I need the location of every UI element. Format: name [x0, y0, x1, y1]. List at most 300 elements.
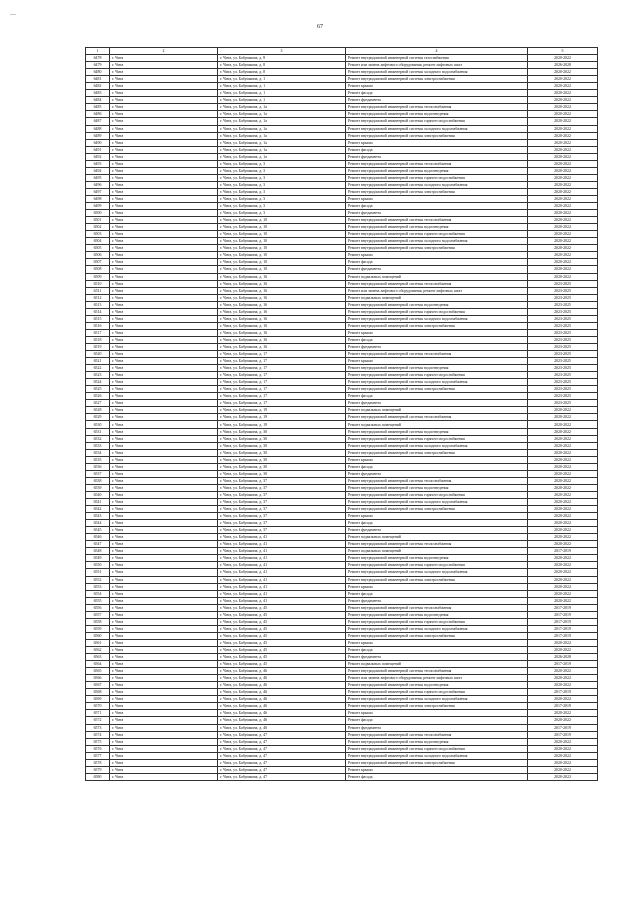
row-number-cell: 6535: [86, 456, 110, 463]
table-row: [86, 111, 598, 118]
municipality-cell: г. Чита: [110, 322, 218, 329]
work-type-cell: Ремонт фундамента: [346, 470, 528, 477]
work-type-cell: Ремонт фундамента: [346, 597, 528, 604]
period-cell: 2020-2022: [528, 569, 598, 576]
period-cell: 2020-2022: [528, 231, 598, 238]
row-number-cell: 6490: [86, 139, 110, 146]
work-type-cell: Ремонт внутридомовой инженерной системы горячего водоснабжения: [346, 435, 528, 442]
period-cell: 2020-2022: [528, 442, 598, 449]
row-number-cell: 6576: [86, 745, 110, 752]
address-cell: г. Чита, ул. Бабушкина, д. 45: [218, 625, 346, 632]
address-cell: г. Чита, ул. Бабушкина, д. 8: [218, 62, 346, 69]
table-row: [86, 738, 598, 745]
table-row: [86, 231, 598, 238]
address-cell: г. Чита, ул. Бабушкина, д. 16: [218, 336, 346, 343]
address-cell: г. Чита, ул. Бабушкина, д. 30: [218, 449, 346, 456]
table-row: [86, 160, 598, 167]
address-cell: г. Чита, ул. Бабушкина, д. 30: [218, 442, 346, 449]
period-cell: 2020-2022: [528, 675, 598, 682]
row-number-cell: 6531: [86, 428, 110, 435]
row-number-cell: 6527: [86, 400, 110, 407]
address-cell: г. Чита, ул. Бабушкина, д. 41: [218, 548, 346, 555]
table-row: [86, 703, 598, 710]
address-cell: г. Чита, ул. Бабушкина, д. 3: [218, 203, 346, 210]
work-type-cell: Ремонт фасада: [346, 393, 528, 400]
row-number-cell: 6524: [86, 379, 110, 386]
row-number-cell: 6528: [86, 407, 110, 414]
address-cell: г. Чита, ул. Бабушкина, д. 16: [218, 315, 346, 322]
address-cell: г. Чита, ул. Бабушкина, д. 41: [218, 562, 346, 569]
row-number-cell: 6517: [86, 329, 110, 336]
period-cell: 2020-2022: [528, 668, 598, 675]
municipality-cell: г. Чита: [110, 400, 218, 407]
municipality-cell: г. Чита: [110, 583, 218, 590]
address-cell: г. Чита, ул. Бабушкина, д. 1а: [218, 132, 346, 139]
address-cell: г. Чита, ул. Бабушкина, д. 17: [218, 372, 346, 379]
municipality-cell: г. Чита: [110, 146, 218, 153]
work-type-cell: Ремонт внутридомовой инженерной системы водоотведения: [346, 224, 528, 231]
work-type-cell: Ремонт фундамента: [346, 266, 528, 273]
municipality-cell: г. Чита: [110, 470, 218, 477]
table-row: [86, 308, 598, 315]
address-cell: г. Чита, ул. Бабушкина, д. 45: [218, 604, 346, 611]
period-cell: 2020-2022: [528, 639, 598, 646]
row-number-cell: 6537: [86, 470, 110, 477]
municipality-cell: г. Чита: [110, 597, 218, 604]
row-number-cell: 6545: [86, 527, 110, 534]
period-cell: 2017-2019: [528, 611, 598, 618]
table-row: [86, 766, 598, 773]
address-cell: г. Чита, ул. Бабушкина, д. 45: [218, 618, 346, 625]
period-cell: 2020-2022: [528, 541, 598, 548]
work-type-cell: Ремонт фасада: [346, 336, 528, 343]
table-row: [86, 597, 598, 604]
row-number-cell: 6479: [86, 62, 110, 69]
work-type-cell: Ремонт подвальных помещений: [346, 294, 528, 301]
period-cell: 2020-2022: [528, 259, 598, 266]
row-number-cell: 6565: [86, 668, 110, 675]
table-row: [86, 717, 598, 724]
row-number-cell: 6501: [86, 217, 110, 224]
table-row: [86, 477, 598, 484]
row-number-cell: 6483: [86, 90, 110, 97]
work-type-cell: Ремонт внутридомовой инженерной системы электроснабжения: [346, 632, 528, 639]
period-cell: 2020-2022: [528, 520, 598, 527]
work-type-cell: Ремонт фундамента: [346, 724, 528, 731]
municipality-cell: г. Чита: [110, 646, 218, 653]
work-type-cell: Ремонт фасада: [346, 646, 528, 653]
work-type-cell: Ремонт внутридомовой инженерной системы теплоснабжения: [346, 217, 528, 224]
table-row: [86, 266, 598, 273]
municipality-cell: г. Чита: [110, 231, 218, 238]
row-number-cell: 6503: [86, 231, 110, 238]
period-cell: 2017-2019: [528, 548, 598, 555]
address-cell: г. Чита, ул. Бабушкина, д. 1: [218, 97, 346, 104]
table-row: [86, 696, 598, 703]
period-cell: 2020-2022: [528, 766, 598, 773]
address-cell: г. Чита, ул. Бабушкина, д. 10: [218, 245, 346, 252]
work-type-cell: Ремонт внутридомовой инженерной системы электроснабжения: [346, 132, 528, 139]
address-cell: г. Чита, ул. Бабушкина, д. 3: [218, 167, 346, 174]
municipality-cell: г. Чита: [110, 555, 218, 562]
table-row: [86, 69, 598, 76]
table-row: [86, 280, 598, 287]
period-cell: 2020-2022: [528, 97, 598, 104]
period-cell: 2017-2019: [528, 661, 598, 668]
row-number-cell: 6513: [86, 301, 110, 308]
period-cell: 2020-2022: [528, 210, 598, 217]
table-row: [86, 322, 598, 329]
work-type-cell: Ремонт внутридомовой инженерной системы теплоснабжения: [346, 280, 528, 287]
period-cell: 2020-2022: [528, 506, 598, 513]
table-row: [86, 632, 598, 639]
address-cell: г. Чита, ул. Бабушкина, д. 16: [218, 308, 346, 315]
address-cell: г. Чита, ул. Бабушкина, д. 37: [218, 484, 346, 491]
period-cell: 2020-2022: [528, 710, 598, 717]
municipality-cell: г. Чита: [110, 188, 218, 195]
work-type-cell: Ремонт внутридомовой инженерной системы горячего водоснабжения: [346, 745, 528, 752]
row-number-cell: 6523: [86, 372, 110, 379]
row-number-cell: 6580: [86, 773, 110, 780]
municipality-cell: г. Чита: [110, 266, 218, 273]
municipality-cell: г. Чита: [110, 111, 218, 118]
municipality-cell: г. Чита: [110, 386, 218, 393]
address-cell: г. Чита, ул. Бабушкина, д. 41: [218, 534, 346, 541]
municipality-cell: г. Чита: [110, 407, 218, 414]
municipality-cell: г. Чита: [110, 167, 218, 174]
address-cell: г. Чита, ул. Бабушкина, д. 1а: [218, 146, 346, 153]
period-cell: 2023-2025: [528, 336, 598, 343]
work-type-cell: Ремонт внутридомовой инженерной системы холодного водоснабжения: [346, 181, 528, 188]
address-cell: г. Чита, ул. Бабушкина, д. 3: [218, 160, 346, 167]
period-cell: 2023-2025: [528, 358, 598, 365]
period-cell: 2020-2022: [528, 576, 598, 583]
row-number-cell: 6486: [86, 111, 110, 118]
row-number-cell: 6511: [86, 287, 110, 294]
work-type-cell: Ремонт внутридомовой инженерной системы водоотведения: [346, 111, 528, 118]
period-cell: 2023-2025: [528, 280, 598, 287]
row-number-cell: 6547: [86, 541, 110, 548]
municipality-cell: г. Чита: [110, 287, 218, 294]
work-type-cell: Ремонт внутридомовой инженерной системы электроснабжения: [346, 703, 528, 710]
address-cell: г. Чита, ул. Бабушкина, д. 17: [218, 386, 346, 393]
row-number-cell: 6526: [86, 393, 110, 400]
work-type-cell: Ремонт внутридомовой инженерной системы газоснабжения: [346, 55, 528, 62]
period-cell: 2017-2019: [528, 703, 598, 710]
table-row: [86, 153, 598, 160]
table-row: [86, 195, 598, 202]
address-cell: г. Чита, ул. Бабушкина, д. 1: [218, 76, 346, 83]
address-cell: г. Чита, ул. Бабушкина, д. 16: [218, 301, 346, 308]
period-cell: 2020-2022: [528, 174, 598, 181]
table-row: [86, 358, 598, 365]
period-cell: 2020-2022: [528, 555, 598, 562]
row-number-cell: 6546: [86, 534, 110, 541]
row-number-cell: 6515: [86, 315, 110, 322]
work-type-cell: Ремонт внутридомовой инженерной системы горячего водоснабжения: [346, 308, 528, 315]
municipality-cell: г. Чита: [110, 181, 218, 188]
row-number-cell: 6579: [86, 766, 110, 773]
municipality-cell: г. Чита: [110, 632, 218, 639]
work-type-cell: Ремонт крыши: [346, 456, 528, 463]
address-cell: г. Чита, ул. Бабушкина, д. 37: [218, 506, 346, 513]
municipality-cell: г. Чита: [110, 365, 218, 372]
row-number-cell: 6544: [86, 520, 110, 527]
period-cell: 2020-2022: [528, 69, 598, 76]
municipality-cell: г. Чита: [110, 160, 218, 167]
address-cell: г. Чита, ул. Бабушкина, д. 3: [218, 188, 346, 195]
address-cell: г. Чита, ул. Бабушкина, д. 45: [218, 632, 346, 639]
table-row: [86, 132, 598, 139]
work-type-cell: Ремонт внутридомовой инженерной системы холодного водоснабжения: [346, 499, 528, 506]
period-cell: 2026-2028: [528, 62, 598, 69]
municipality-cell: г. Чита: [110, 414, 218, 421]
period-cell: 2020-2022: [528, 167, 598, 174]
municipality-cell: г. Чита: [110, 153, 218, 160]
work-type-cell: Ремонт или замена лифтового оборудования, ремонт лифтовых шахт: [346, 287, 528, 294]
address-cell: г. Чита, ул. Бабушкина, д. 41: [218, 583, 346, 590]
work-type-cell: Ремонт внутридомовой инженерной системы электроснабжения: [346, 188, 528, 195]
table-row: [86, 365, 598, 372]
municipality-cell: г. Чита: [110, 773, 218, 780]
period-cell: 2026-2028: [528, 654, 598, 661]
table-row: [86, 181, 598, 188]
row-number-cell: 6509: [86, 273, 110, 280]
table-row: [86, 661, 598, 668]
row-number-cell: 6577: [86, 752, 110, 759]
table-row: [86, 682, 598, 689]
address-cell: г. Чита, ул. Бабушкина, д. 30: [218, 463, 346, 470]
row-number-cell: 6491: [86, 146, 110, 153]
address-cell: г. Чита, ул. Бабушкина, д. 16: [218, 322, 346, 329]
row-number-cell: 6485: [86, 104, 110, 111]
work-type-cell: Ремонт внутридомовой инженерной системы холодного водоснабжения: [346, 442, 528, 449]
row-number-cell: 6553: [86, 583, 110, 590]
work-type-cell: Ремонт фундамента: [346, 97, 528, 104]
municipality-cell: г. Чита: [110, 477, 218, 484]
municipality-cell: г. Чита: [110, 217, 218, 224]
row-number-cell: 6572: [86, 717, 110, 724]
period-cell: 2020-2022: [528, 696, 598, 703]
address-cell: г. Чита, ул. Бабушкина, д. 47: [218, 752, 346, 759]
period-cell: 2020-2022: [528, 421, 598, 428]
address-cell: г. Чита, ул. Бабушкина, д. 45: [218, 654, 346, 661]
period-cell: 2020-2022: [528, 195, 598, 202]
municipality-cell: г. Чита: [110, 90, 218, 97]
work-type-cell: Ремонт или замена лифтового оборудования, ремонт лифтовых шахт: [346, 62, 528, 69]
municipality-cell: г. Чита: [110, 174, 218, 181]
table-row: [86, 372, 598, 379]
period-cell: 2020-2022: [528, 590, 598, 597]
table-row: [86, 343, 598, 350]
table-row: [86, 139, 598, 146]
municipality-cell: г. Чита: [110, 682, 218, 689]
municipality-cell: г. Чита: [110, 245, 218, 252]
municipality-cell: г. Чита: [110, 689, 218, 696]
table-row: [86, 491, 598, 498]
row-number-cell: 6552: [86, 576, 110, 583]
address-cell: г. Чита, ул. Бабушкина, д. 45: [218, 611, 346, 618]
work-type-cell: Ремонт внутридомовой инженерной системы холодного водоснабжения: [346, 238, 528, 245]
row-number-cell: 6534: [86, 449, 110, 456]
period-cell: 2020-2022: [528, 456, 598, 463]
table-row: [86, 294, 598, 301]
address-cell: г. Чита, ул. Бабушкина, д. 41: [218, 555, 346, 562]
table-row: [86, 710, 598, 717]
period-cell: 2020-2022: [528, 745, 598, 752]
address-cell: г. Чита, ул. Бабушкина, д. 30: [218, 456, 346, 463]
period-cell: 2020-2022: [528, 470, 598, 477]
address-cell: г. Чита, ул. Бабушкина, д. 3: [218, 174, 346, 181]
table-row: [86, 329, 598, 336]
row-number-cell: 6538: [86, 477, 110, 484]
work-type-cell: Ремонт фундамента: [346, 527, 528, 534]
municipality-cell: г. Чита: [110, 238, 218, 245]
address-cell: г. Чита, ул. Бабушкина, д. 46: [218, 675, 346, 682]
row-number-cell: 6569: [86, 696, 110, 703]
municipality-cell: г. Чита: [110, 654, 218, 661]
row-number-cell: 6561: [86, 639, 110, 646]
row-number-cell: 6514: [86, 308, 110, 315]
row-number-cell: 6504: [86, 238, 110, 245]
address-cell: г. Чита, ул. Бабушкина, д. 46: [218, 696, 346, 703]
table-row: [86, 167, 598, 174]
address-cell: г. Чита, ул. Бабушкина, д. 3: [218, 210, 346, 217]
municipality-cell: г. Чита: [110, 203, 218, 210]
table-row: [86, 104, 598, 111]
table-row: [86, 745, 598, 752]
municipality-cell: г. Чита: [110, 548, 218, 555]
work-type-cell: Ремонт подвальных помещений: [346, 421, 528, 428]
table-row: [86, 773, 598, 780]
period-cell: 2023-2025: [528, 393, 598, 400]
address-cell: г. Чита, ул. Бабушкина, д. 30: [218, 435, 346, 442]
work-type-cell: Ремонт внутридомовой инженерной системы водоотведения: [346, 611, 528, 618]
address-cell: г. Чита, ул. Бабушкина, д. 47: [218, 773, 346, 780]
work-type-cell: Ремонт внутридомовой инженерной системы горячего водоснабжения: [346, 174, 528, 181]
address-cell: г. Чита, ул. Бабушкина, д. 41: [218, 541, 346, 548]
work-type-cell: Ремонт внутридомовой инженерной системы водоотведения: [346, 301, 528, 308]
period-cell: 2017-2019: [528, 618, 598, 625]
municipality-cell: г. Чита: [110, 484, 218, 491]
address-cell: г. Чита, ул. Бабушкина, д. 30: [218, 470, 346, 477]
address-cell: г. Чита, ул. Бабушкина, д. 47: [218, 759, 346, 766]
table-row: [86, 534, 598, 541]
work-type-cell: Ремонт крыши: [346, 252, 528, 259]
table-row: [86, 576, 598, 583]
row-number-cell: 6556: [86, 604, 110, 611]
table-row: [86, 203, 598, 210]
municipality-cell: г. Чита: [110, 393, 218, 400]
municipality-cell: г. Чита: [110, 661, 218, 668]
row-number-cell: 6505: [86, 245, 110, 252]
row-number-cell: 6573: [86, 724, 110, 731]
period-cell: 2023-2025: [528, 329, 598, 336]
row-number-cell: 6525: [86, 386, 110, 393]
period-cell: 2023-2025: [528, 294, 598, 301]
address-cell: г. Чита, ул. Бабушкина, д. 1а: [218, 139, 346, 146]
period-cell: 2023-2025: [528, 386, 598, 393]
row-number-cell: 6570: [86, 703, 110, 710]
period-cell: 2020-2022: [528, 646, 598, 653]
address-cell: г. Чита, ул. Бабушкина, д. 10: [218, 266, 346, 273]
table-row: [86, 62, 598, 69]
table-row: [86, 428, 598, 435]
table-row: [86, 604, 598, 611]
table-row: [86, 245, 598, 252]
row-number-cell: 6536: [86, 463, 110, 470]
address-cell: г. Чита, ул. Бабушкина, д. 47: [218, 731, 346, 738]
row-number-cell: 6521: [86, 358, 110, 365]
work-type-cell: Ремонт фундамента: [346, 210, 528, 217]
municipality-cell: г. Чита: [110, 752, 218, 759]
municipality-cell: г. Чита: [110, 625, 218, 632]
municipality-cell: г. Чита: [110, 668, 218, 675]
table-row: [86, 301, 598, 308]
period-cell: 2020-2022: [528, 583, 598, 590]
row-number-cell: 6542: [86, 506, 110, 513]
table-row: [86, 548, 598, 555]
work-type-cell: Ремонт внутридомовой инженерной системы водоотведения: [346, 555, 528, 562]
period-cell: 2020-2022: [528, 217, 598, 224]
address-cell: г. Чита, ул. Бабушкина, д. 16: [218, 273, 346, 280]
work-type-cell: Ремонт внутридомовой инженерной системы горячего водоснабжения: [346, 562, 528, 569]
period-cell: 2020-2022: [528, 534, 598, 541]
municipality-cell: г. Чита: [110, 132, 218, 139]
work-type-cell: Ремонт внутридомовой инженерной системы холодного водоснабжения: [346, 379, 528, 386]
municipality-cell: г. Чита: [110, 731, 218, 738]
work-type-cell: Ремонт крыши: [346, 766, 528, 773]
table-row: [86, 224, 598, 231]
municipality-cell: г. Чита: [110, 766, 218, 773]
column-header: 1: [86, 48, 110, 55]
table-body: [86, 55, 598, 781]
address-cell: г. Чита, ул. Бабушкина, д. 41: [218, 569, 346, 576]
address-cell: г. Чита, ул. Бабушкина, д. 46: [218, 717, 346, 724]
address-cell: г. Чита, ул. Бабушкина, д. 19: [218, 407, 346, 414]
work-type-cell: Ремонт фасада: [346, 590, 528, 597]
period-cell: 2020-2022: [528, 118, 598, 125]
work-type-cell: Ремонт фасада: [346, 90, 528, 97]
work-type-cell: Ремонт внутридомовой инженерной системы водоотведения: [346, 738, 528, 745]
period-cell: 2020-2022: [528, 188, 598, 195]
municipality-cell: г. Чита: [110, 210, 218, 217]
municipality-cell: г. Чита: [110, 541, 218, 548]
address-cell: г. Чита, ул. Бабушкина, д. 19: [218, 421, 346, 428]
table-row: [86, 287, 598, 294]
table-row: [86, 386, 598, 393]
period-cell: 2020-2022: [528, 90, 598, 97]
work-type-cell: Ремонт внутридомовой инженерной системы теплоснабжения: [346, 351, 528, 358]
municipality-cell: г. Чита: [110, 97, 218, 104]
page-corner-mark: —: [10, 12, 16, 18]
municipality-cell: г. Чита: [110, 506, 218, 513]
municipality-cell: г. Чита: [110, 372, 218, 379]
table-row: [86, 470, 598, 477]
row-number-cell: 6541: [86, 499, 110, 506]
period-cell: 2020-2022: [528, 181, 598, 188]
work-type-cell: Ремонт внутридомовой инженерной системы теплоснабжения: [346, 160, 528, 167]
table-row: [86, 435, 598, 442]
address-cell: г. Чита, ул. Бабушкина, д. 17: [218, 379, 346, 386]
table-row: [86, 421, 598, 428]
table-row: [86, 646, 598, 653]
table-row: [86, 520, 598, 527]
period-cell: 2023-2025: [528, 308, 598, 315]
municipality-cell: г. Чита: [110, 576, 218, 583]
municipality-cell: г. Чита: [110, 738, 218, 745]
period-cell: 2020-2022: [528, 682, 598, 689]
